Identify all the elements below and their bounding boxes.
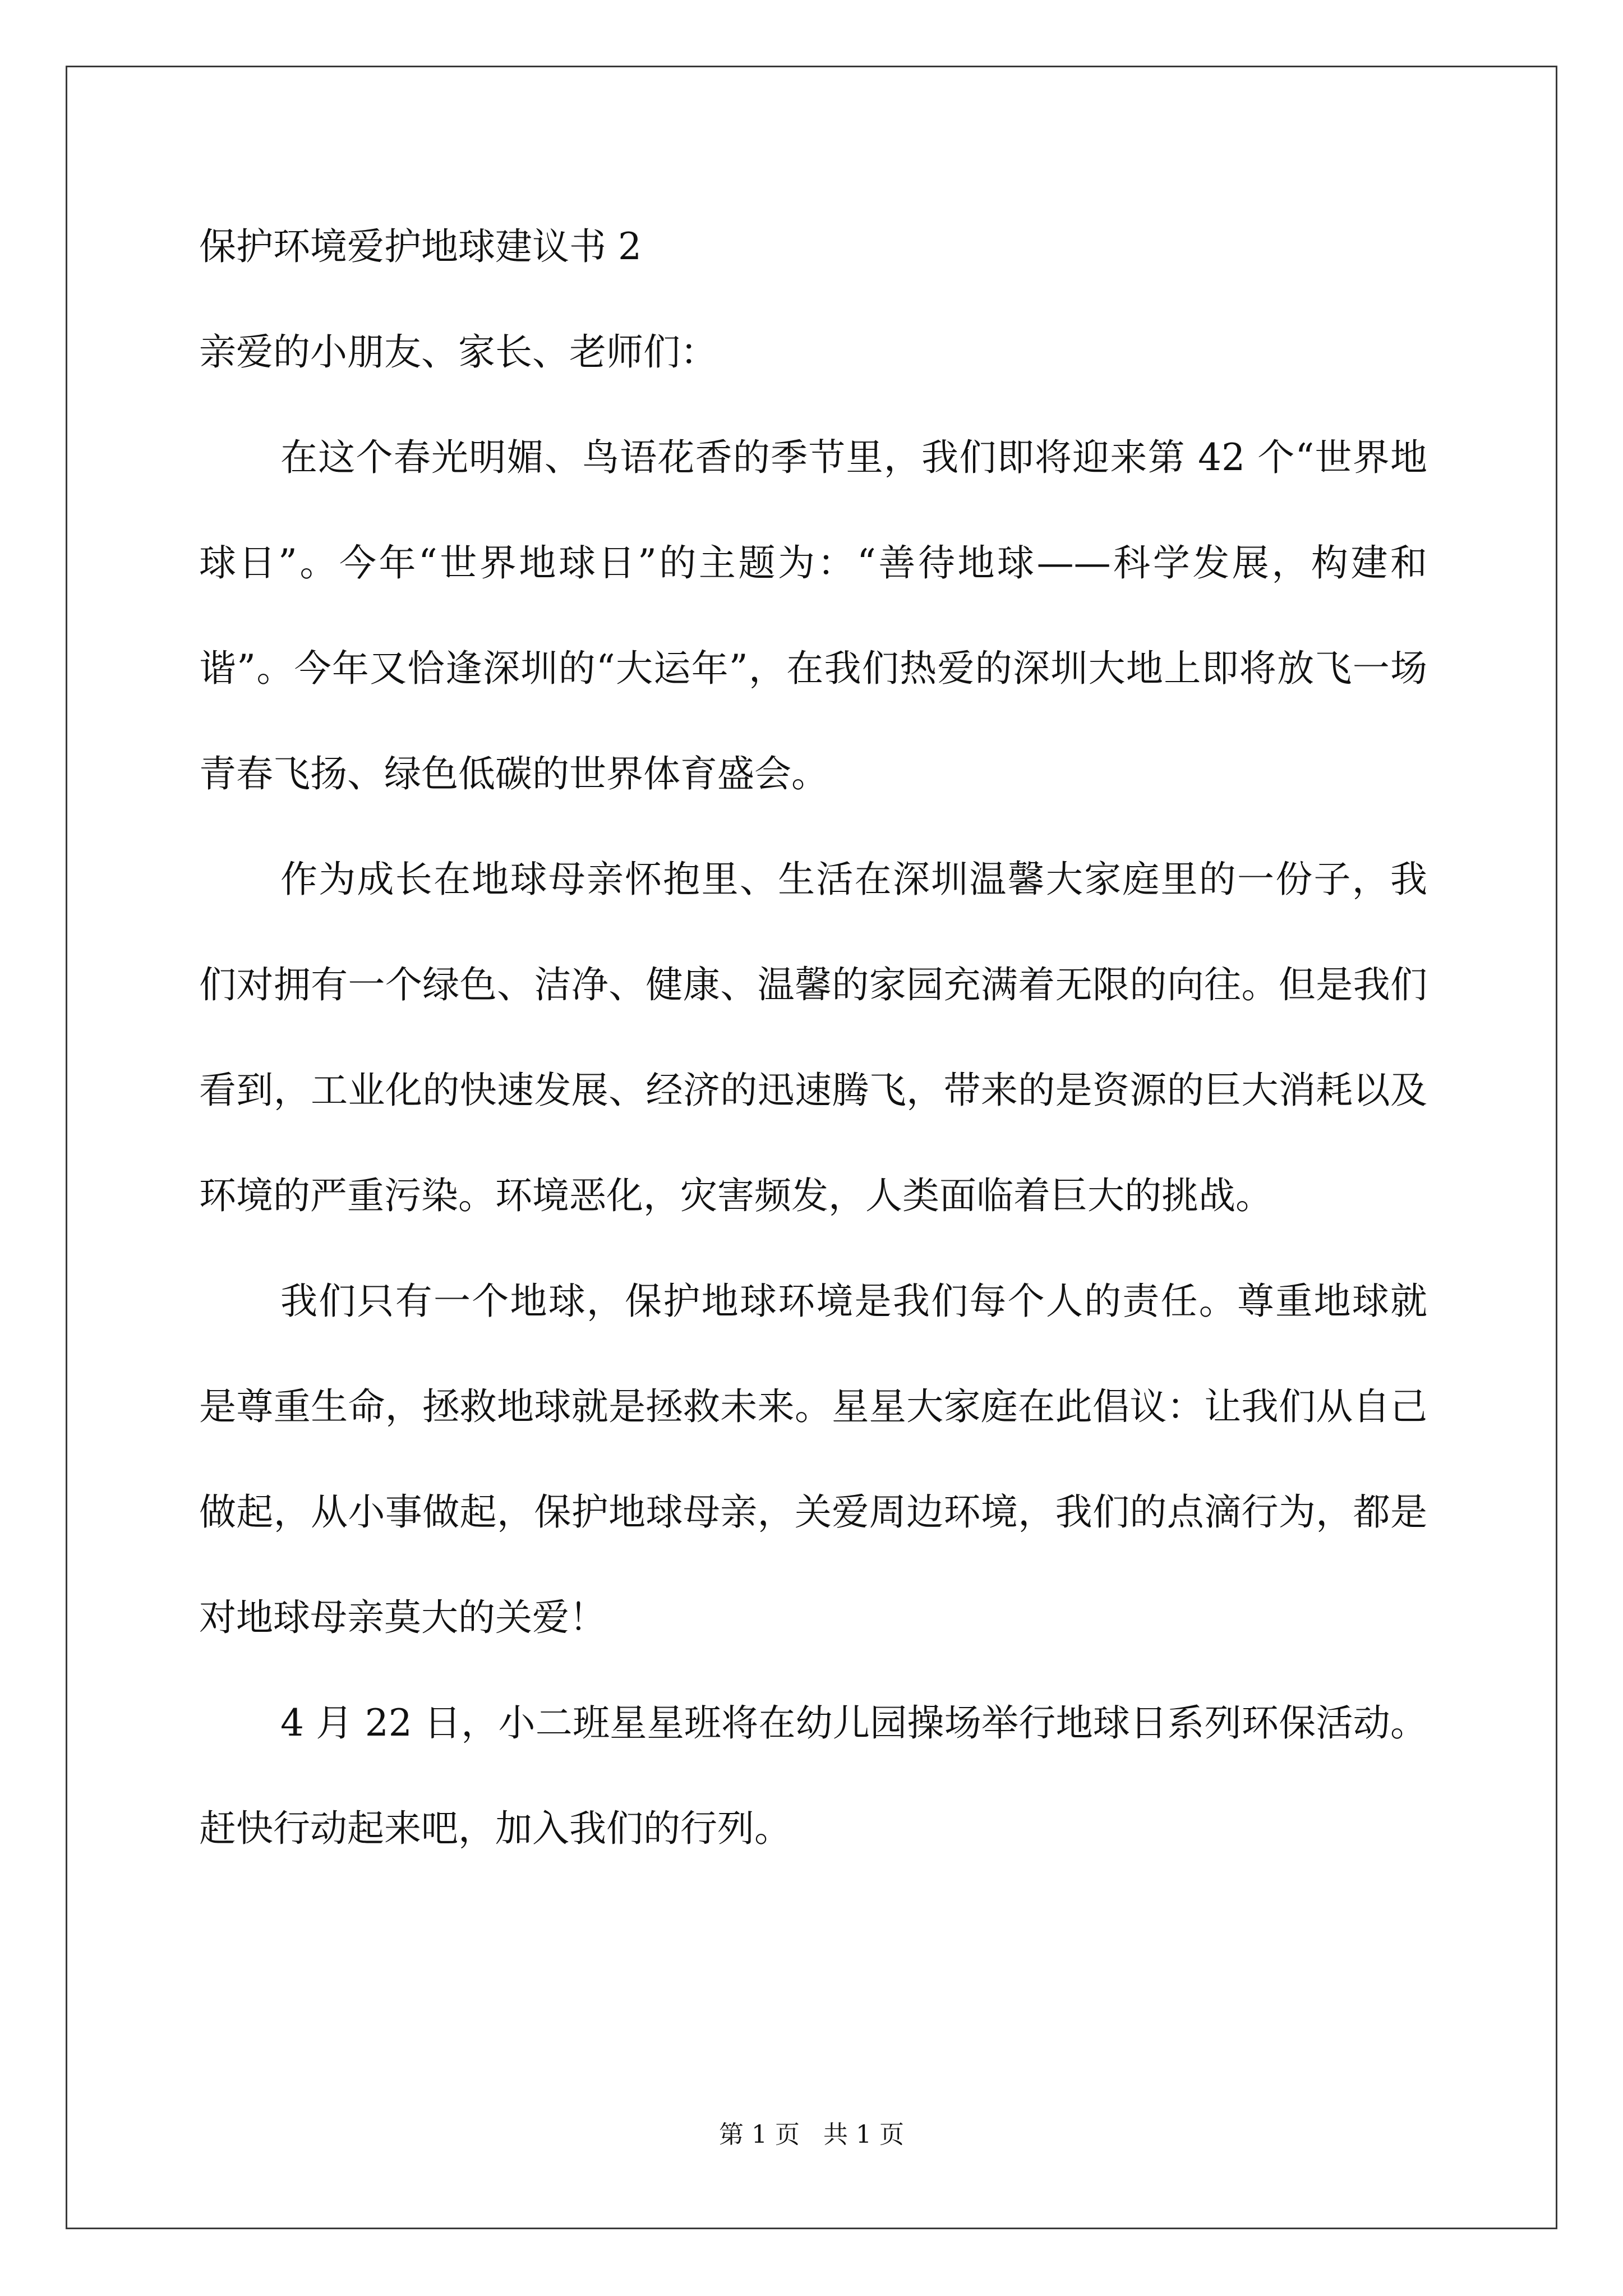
greeting-line: 亲爱的小朋友、家长、老师们： [199,330,717,374]
document-title: 保护环境爱护地球建议书 2 [199,225,642,268]
page-footer: 第 1 页 共 1 页 [719,2120,904,2149]
paragraph-4: 4 月 22 日，小二班星星班将在幼儿园操场举行地球日系列环保活动。赶快行动起来吧，加入我们的行列。 [199,1701,1427,1850]
document-body [199,219,1427,1881]
paragraph-1: 在这个春光明媚、鸟语花香的季节里，我们即将迎来第 42 个“世界地球日”。今年“世界地球日”的主题为：“善待地球——科学发展，构建和谐”。今年又恰逢深圳的“大运年”，在我们热爱的深圳大地上即将放飞一场青春飞扬、绿色低碳的世界体育盛会。 [199,436,1427,795]
paragraph-3: 我们只有一个地球，保护地球环境是我们每个人的责任。尊重地球就是尊重生命，拯救地球就是拯救未来。星星大家庭在此倡议：让我们从自己做起，从小事做起，保护地球母亲，关爱周边环境，我们的点滴行为，都是对地球母亲莫大的关爱！ [199,1280,1427,1639]
paragraph-2: 作为成长在地球母亲怀抱里、生活在深圳温馨大家庭里的一份子，我们对拥有一个绿色、洁净、健康、温馨的家园充满着无限的向往。但是我们看到，工业化的快速发展、经济的迅速腾飞，带来的是资源的巨大消耗以及环境的严重污染。环境恶化，灾害频发，人类面临着巨大的挑战。 [199,858,1427,1217]
